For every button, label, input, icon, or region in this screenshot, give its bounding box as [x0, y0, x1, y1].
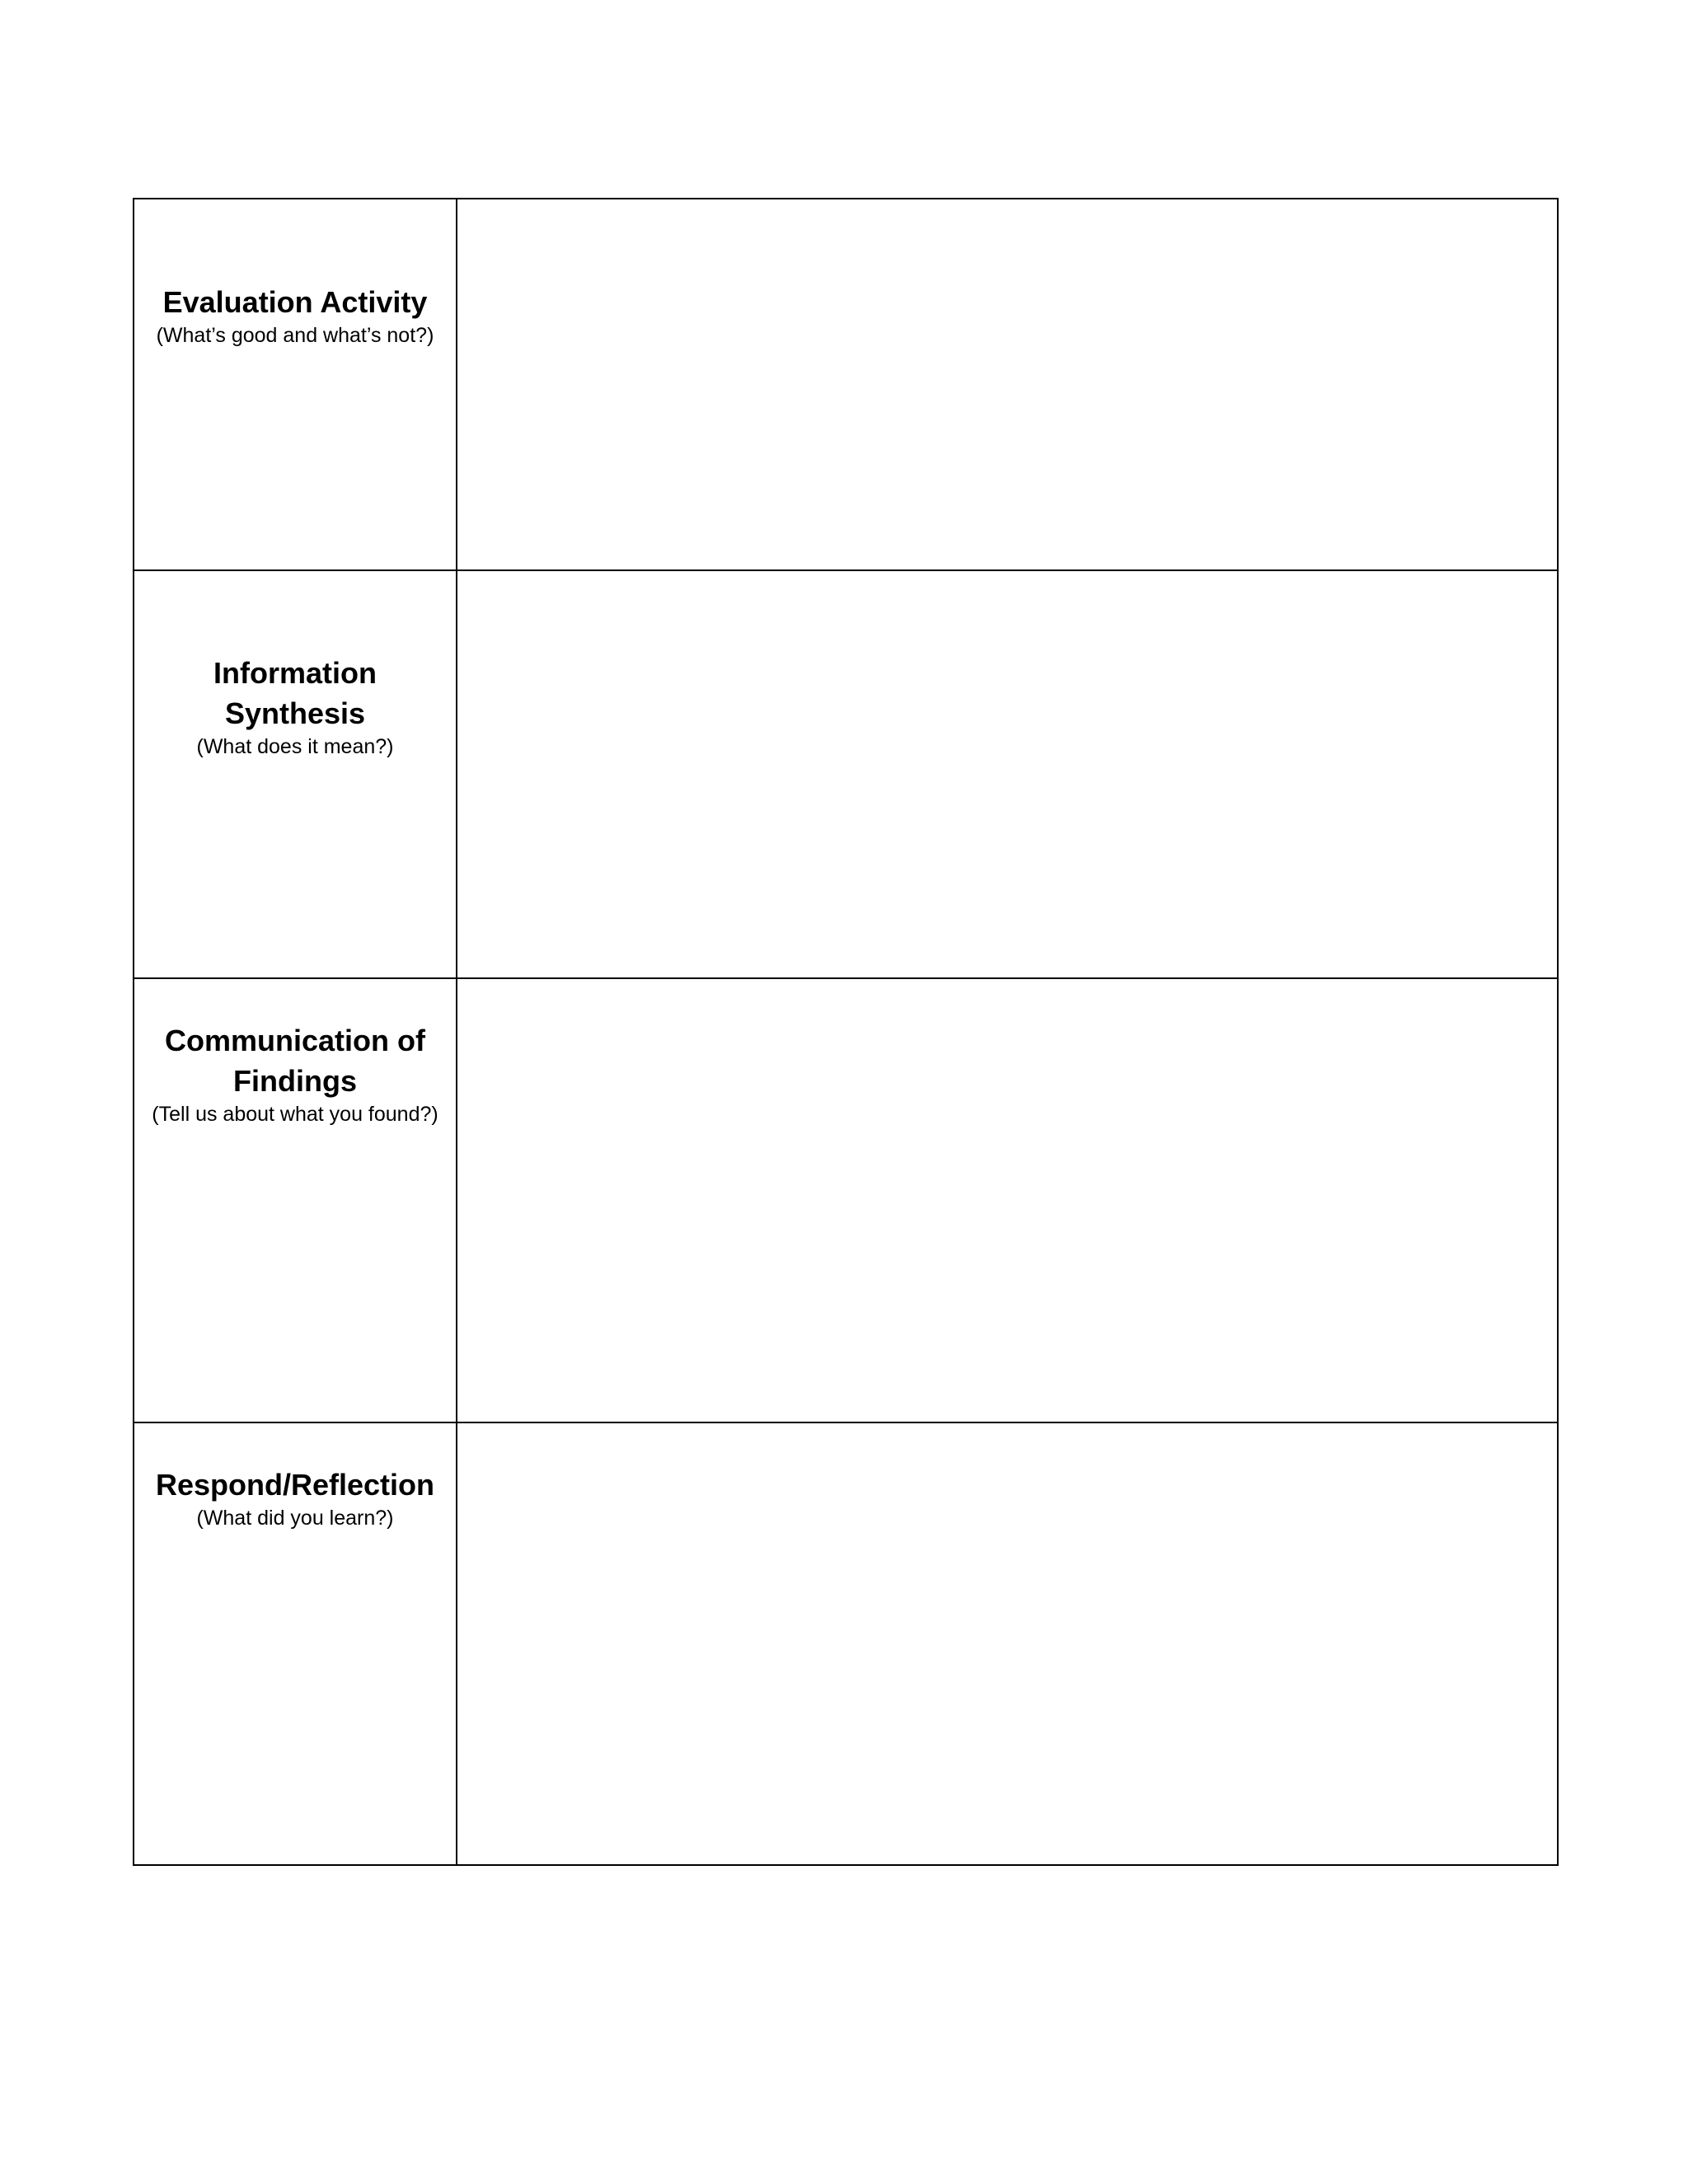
- response-area-respond-reflection[interactable]: [457, 1423, 1557, 1864]
- row-heading: Information Synthesis: [213, 656, 377, 730]
- row-heading: Respond/Reflection: [155, 1468, 435, 1502]
- row-label-evaluation-activity: [134, 199, 457, 571]
- worksheet-table: [133, 198, 1559, 1866]
- row-label-communication-of-findings: [134, 979, 457, 1423]
- row-prompt: (What did you learn?): [196, 1507, 394, 1530]
- row-label-respond-reflection: [134, 1423, 457, 1864]
- response-area-communication-of-findings[interactable]: [457, 979, 1557, 1423]
- row-label-information-synthesis: [134, 571, 457, 979]
- row-heading: Evaluation Activity: [162, 285, 428, 319]
- row-heading: Communication of Findings: [165, 1024, 425, 1098]
- row-prompt: (Tell us about what you found?): [152, 1103, 438, 1126]
- response-area-information-synthesis[interactable]: [457, 571, 1557, 979]
- row-prompt: (What does it mean?): [196, 735, 394, 758]
- response-area-evaluation-activity[interactable]: [457, 199, 1557, 571]
- row-prompt: (What’s good and what’s not?): [156, 324, 434, 347]
